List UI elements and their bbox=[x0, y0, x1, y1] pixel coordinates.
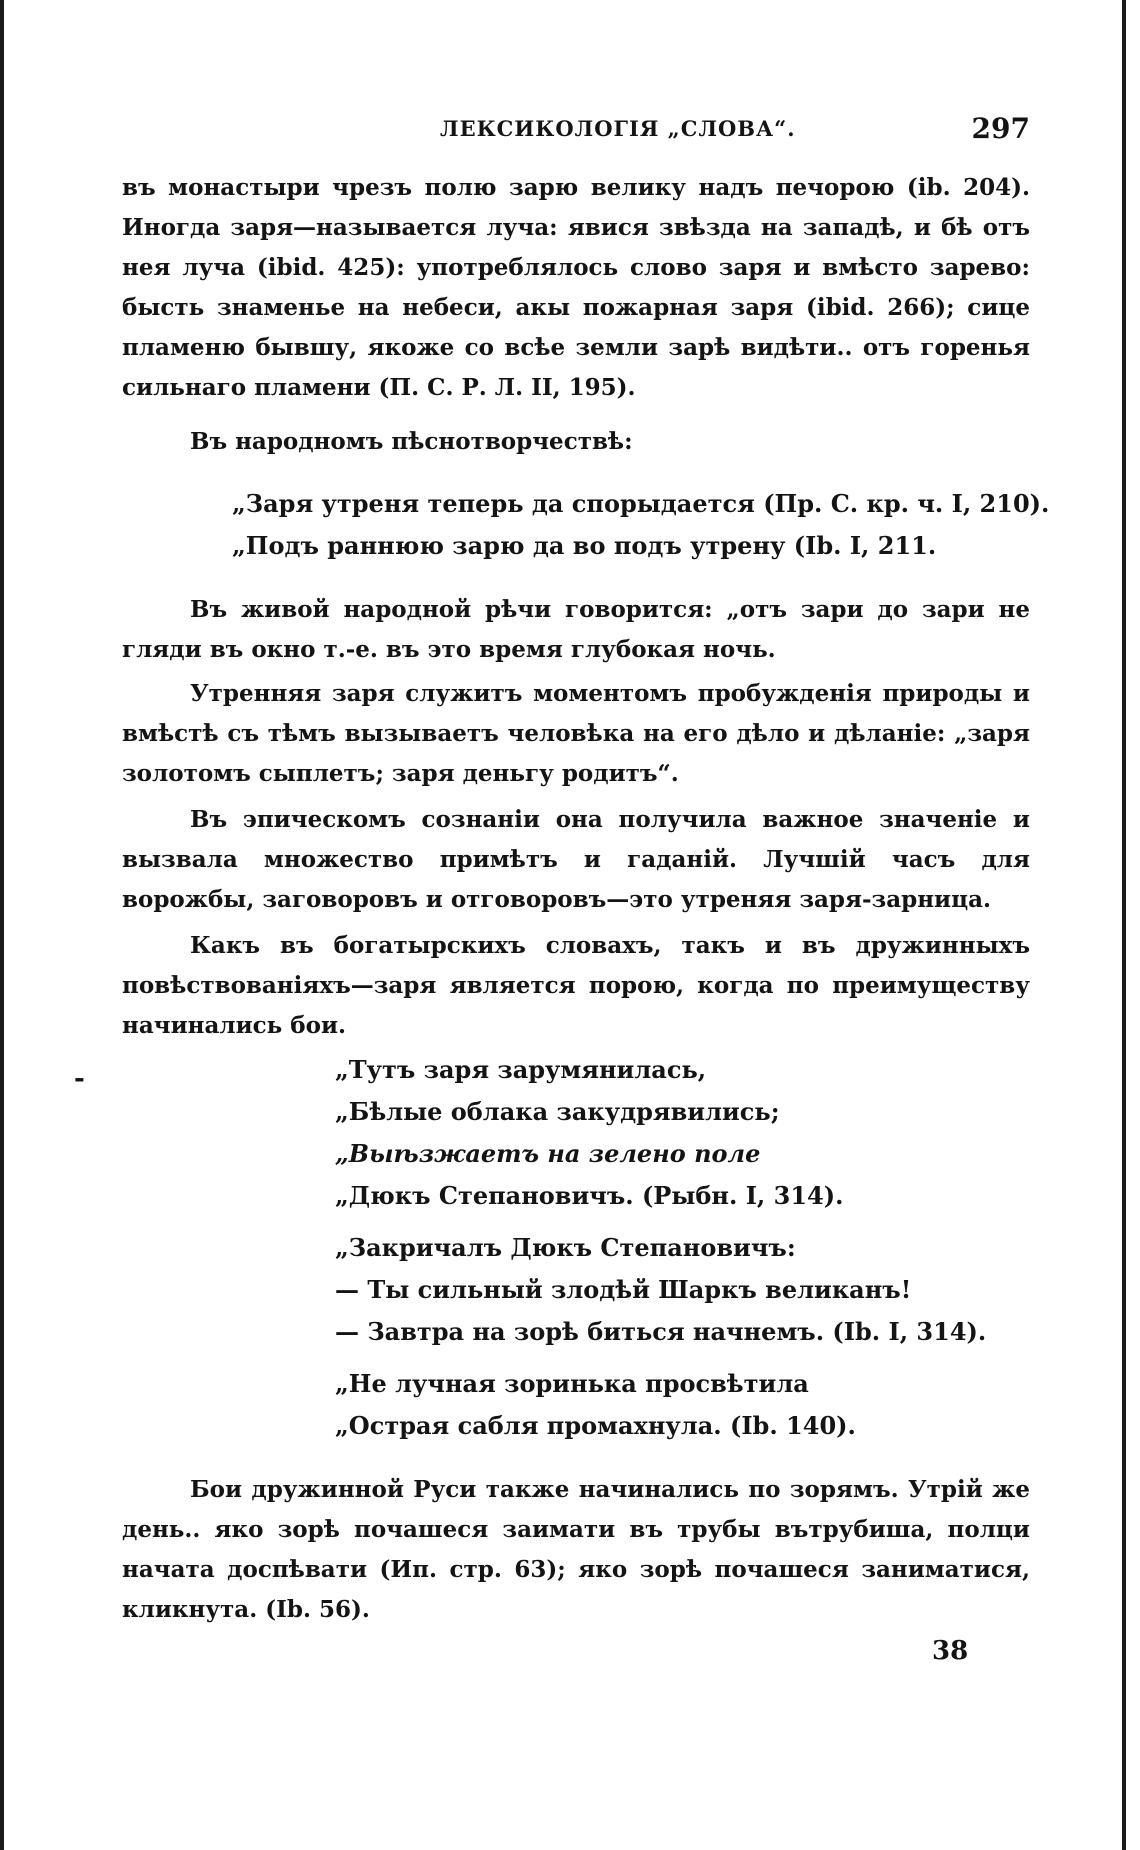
poem-line: „Дюкъ Степановичъ. (Рыбн. I, 314). bbox=[335, 1181, 844, 1210]
paragraph-continuation: въ монастыри чрезъ полю зарю велику надъ печорою (ib. 204). Иногда заря—называется луча: явися звѣзда на западѣ, и бѣ отъ нея луча (ibid. 425): употреблялось слово заря и вмѣсто зарево: бысть знаменье на небеси, акы пожарная заря (ibid. 266); сице пламеню бывшу, якоже со всѣе земли зарѣ видѣти.. отъ горенья сильнаго пламени (П. С. Р. Л. II, 195). bbox=[122, 174, 1030, 401]
scan-edge-right bbox=[1122, 0, 1126, 1850]
poem-line: „Бѣлые облака закудрявились; bbox=[335, 1097, 780, 1126]
poem-line: „Выѣзжаетъ на зелено поле bbox=[335, 1139, 761, 1168]
quote-line: „Заря утреня теперь да спорыдается (Пр. С. кр. ч. I, 210). bbox=[232, 489, 1050, 518]
signature-mark: 38 bbox=[932, 1636, 969, 1666]
paragraph-morning-dawn: Утренняя заря служитъ моментомъ пробужденія природы и вмѣстѣ съ тѣмъ вызываетъ человѣка на его дѣло и дѣланіе: „заря золотомъ сыплетъ; заря деньгу родитъ“. bbox=[122, 680, 1030, 787]
header-title: ЛЕКСИКОЛОГІЯ „СЛОВА“. bbox=[440, 116, 796, 141]
poem-line: „Тутъ заря зарумянилась, bbox=[335, 1055, 707, 1084]
paragraph-living-speech: Въ живой народной рѣчи говорится: „отъ зари до зари не гляди въ окно т.-е. въ это время глубокая ночь. bbox=[122, 596, 1030, 663]
poem-line: „Закричалъ Дюкъ Степановичъ: bbox=[335, 1233, 796, 1262]
scan-edge-left bbox=[0, 0, 4, 1850]
poem-line: „Острая сабля промахнула. (Ib. 140). bbox=[335, 1411, 856, 1440]
paragraph-epic-consciousness: Въ эпическомъ сознаніи она получила важное значеніе и вызвала множество примѣтъ и гаданій. Лучшій часъ для ворожбы, заговоровъ и отговоровъ—это утреняя заря-зарница. bbox=[122, 806, 1030, 913]
poem-line: „Не лучная зоринька просвѣтила bbox=[335, 1369, 809, 1398]
poem-line: — Завтра на зорѣ биться начнемъ. (Ib. I, 314). bbox=[335, 1317, 987, 1346]
quote-line: „Подъ раннюю зарю да во подъ утрену (Ib. I, 211. bbox=[232, 531, 937, 560]
margin-mark: - bbox=[74, 1064, 85, 1094]
paragraph-heroic-tales: Какъ въ богатырскихъ словахъ, такъ и въ дружинныхъ повѣствованіяхъ—заря является порою, когда по преимуществу начинались бои. bbox=[122, 932, 1030, 1039]
poem-line: — Ты сильный злодѣй Шаркъ великанъ! bbox=[335, 1275, 912, 1304]
paragraph-folk-intro: Въ народномъ пѣснотворчествѣ: bbox=[190, 428, 633, 455]
page-number: 297 bbox=[971, 112, 1030, 145]
running-header bbox=[130, 112, 1030, 152]
paragraph-druzhina-battles: Бои дружинной Руси также начинались по зорямъ. Утрій же день.. яко зорѣ почашеся заимати въ трубы вътрубиша, полци начата доспѣвати (Ип. стр. 63); яко зорѣ почашеся заниматися, кликнута. (Ib. 56). bbox=[122, 1476, 1030, 1623]
